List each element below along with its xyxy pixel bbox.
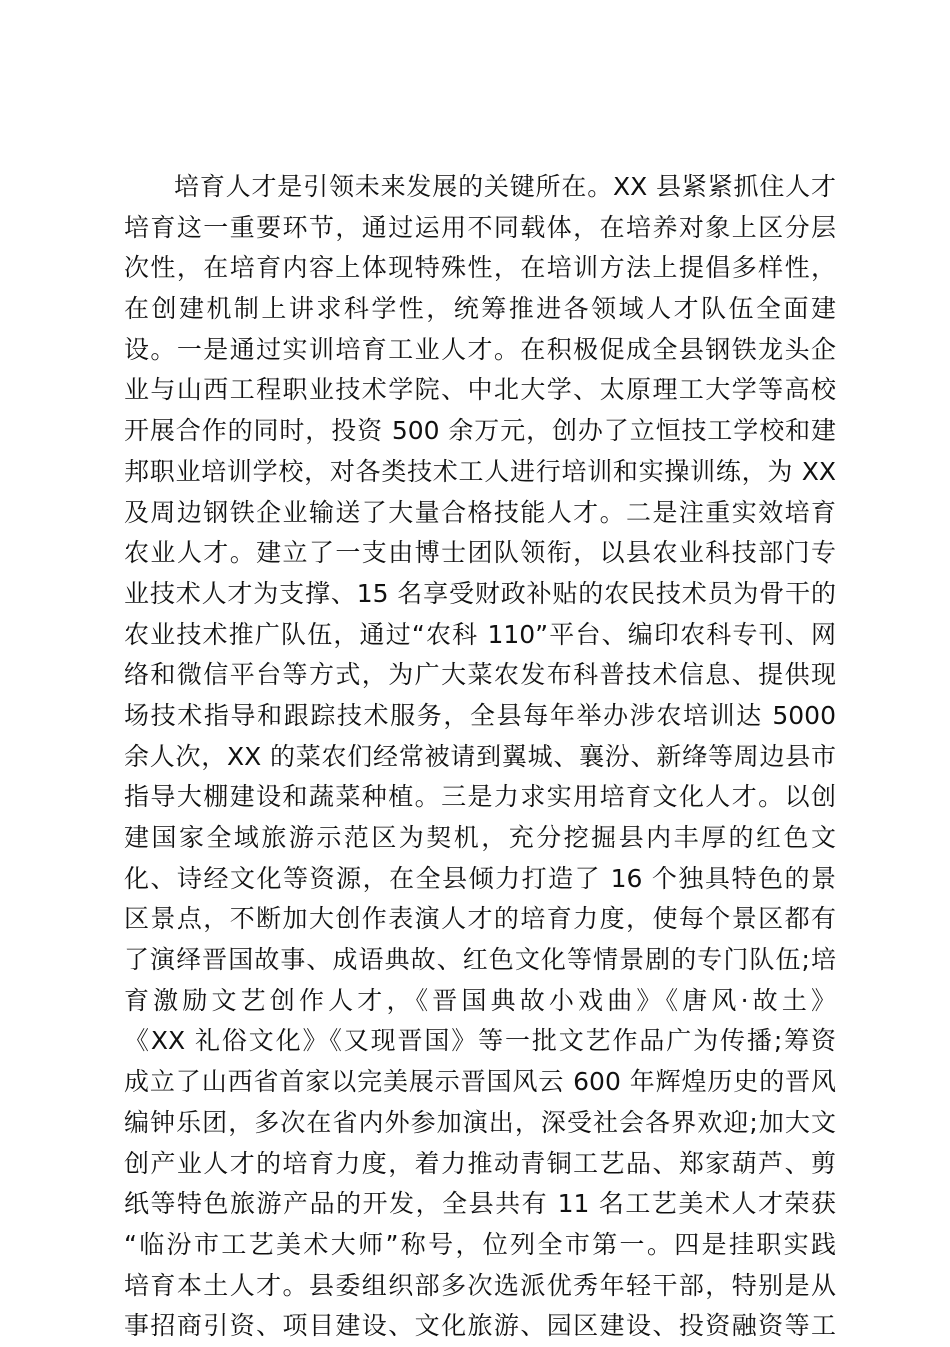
text-line: 邦职业培训学校，对各类技术工人进行培训和实操训练，为 XX — [124, 456, 836, 486]
text-line: 《XX 礼俗文化》《又现晋国》等一批文艺作品广为传播;筹资 — [124, 1026, 836, 1056]
body-paragraph — [124, 167, 836, 1347]
text-line: 区景点，不断加大创作表演人才的培育力度，使每个景区都有 — [124, 904, 836, 934]
text-line: 络和微信平台等方式，为广大菜农发布科普技术信息、提供现 — [124, 660, 836, 690]
text-line: 化、诗经文化等资源，在全县倾力打造了 16 个独具特色的景 — [124, 863, 836, 893]
text-line: 培育本土人才。县委组织部多次选派优秀年轻干部，特别是从 — [124, 1270, 836, 1300]
text-line: 纸等特色旅游产品的开发，全县共有 11 名工艺美术人才荣获 — [124, 1189, 836, 1219]
text-line: 农业人才。建立了一支由博士团队领衔，以县农业科技部门专 — [124, 538, 836, 568]
text-line: 了演绎晋国故事、成语典故、红色文化等情景剧的专门队伍;培 — [124, 945, 836, 975]
text-line: 指导大棚建设和蔬菜种植。三是力求实用培育文化人才。以创 — [124, 782, 836, 812]
text-line: 次性，在培育内容上体现特殊性，在培训方法上提倡多样性， — [124, 253, 836, 283]
text-line: 培育人才是引领未来发展的关键所在。XX 县紧紧抓住人才 — [174, 172, 836, 201]
text-line: 业技术人才为支撑、15 名享受财政补贴的农民技术员为骨干的 — [124, 578, 836, 608]
text-line: 农业技术推广队伍，通过“农科 110”平台、编印农科专刊、网 — [124, 619, 836, 649]
text-line: 设。一是通过实训培育工业人才。在积极促成全县钢铁龙头企 — [124, 334, 836, 364]
text-line: 开展合作的同时，投资 500 余万元，创办了立恒技工学校和建 — [124, 416, 836, 446]
text-line: 建国家全域旅游示范区为契机，充分挖掘县内丰厚的红色文 — [124, 823, 836, 852]
text-line: “临汾市工艺美术大师”称号，位列全市第一。四是挂职实践 — [124, 1229, 836, 1259]
text-line: 编钟乐团，多次在省内外参加演出，深受社会各界欢迎;加大文 — [124, 1107, 836, 1137]
text-line: 事招商引资、项目建设、文化旅游、园区建设、投资融资等工 — [124, 1311, 836, 1341]
text-line: 创产业人才的培育力度，着力推动青铜工艺品、郑家葫芦、剪 — [124, 1148, 836, 1178]
text-line: 成立了山西省首家以完美展示晋国风云 600 年辉煌历史的晋风 — [124, 1067, 836, 1097]
text-line: 育激励文艺创作人才，《晋国典故小戏曲》《唐风·故土》 — [124, 985, 836, 1015]
text-line: 在创建机制上讲求科学性，统筹推进各领域人才队伍全面建 — [124, 294, 836, 324]
text-line: 业与山西工程职业技术学院、中北大学、太原理工大学等高校 — [124, 375, 836, 405]
text-line: 余人次，XX 的菜农们经常被请到翼城、襄汾、新绛等周边县市 — [124, 741, 836, 771]
text-line: 培育这一重要环节，通过运用不同载体，在培养对象上区分层 — [124, 212, 836, 242]
text-line: 场技术指导和跟踪技术服务，全县每年举办涉农培训达 5000 — [124, 700, 836, 730]
text-line: 及周边钢铁企业输送了大量合格技能人才。二是注重实效培育 — [124, 497, 836, 527]
